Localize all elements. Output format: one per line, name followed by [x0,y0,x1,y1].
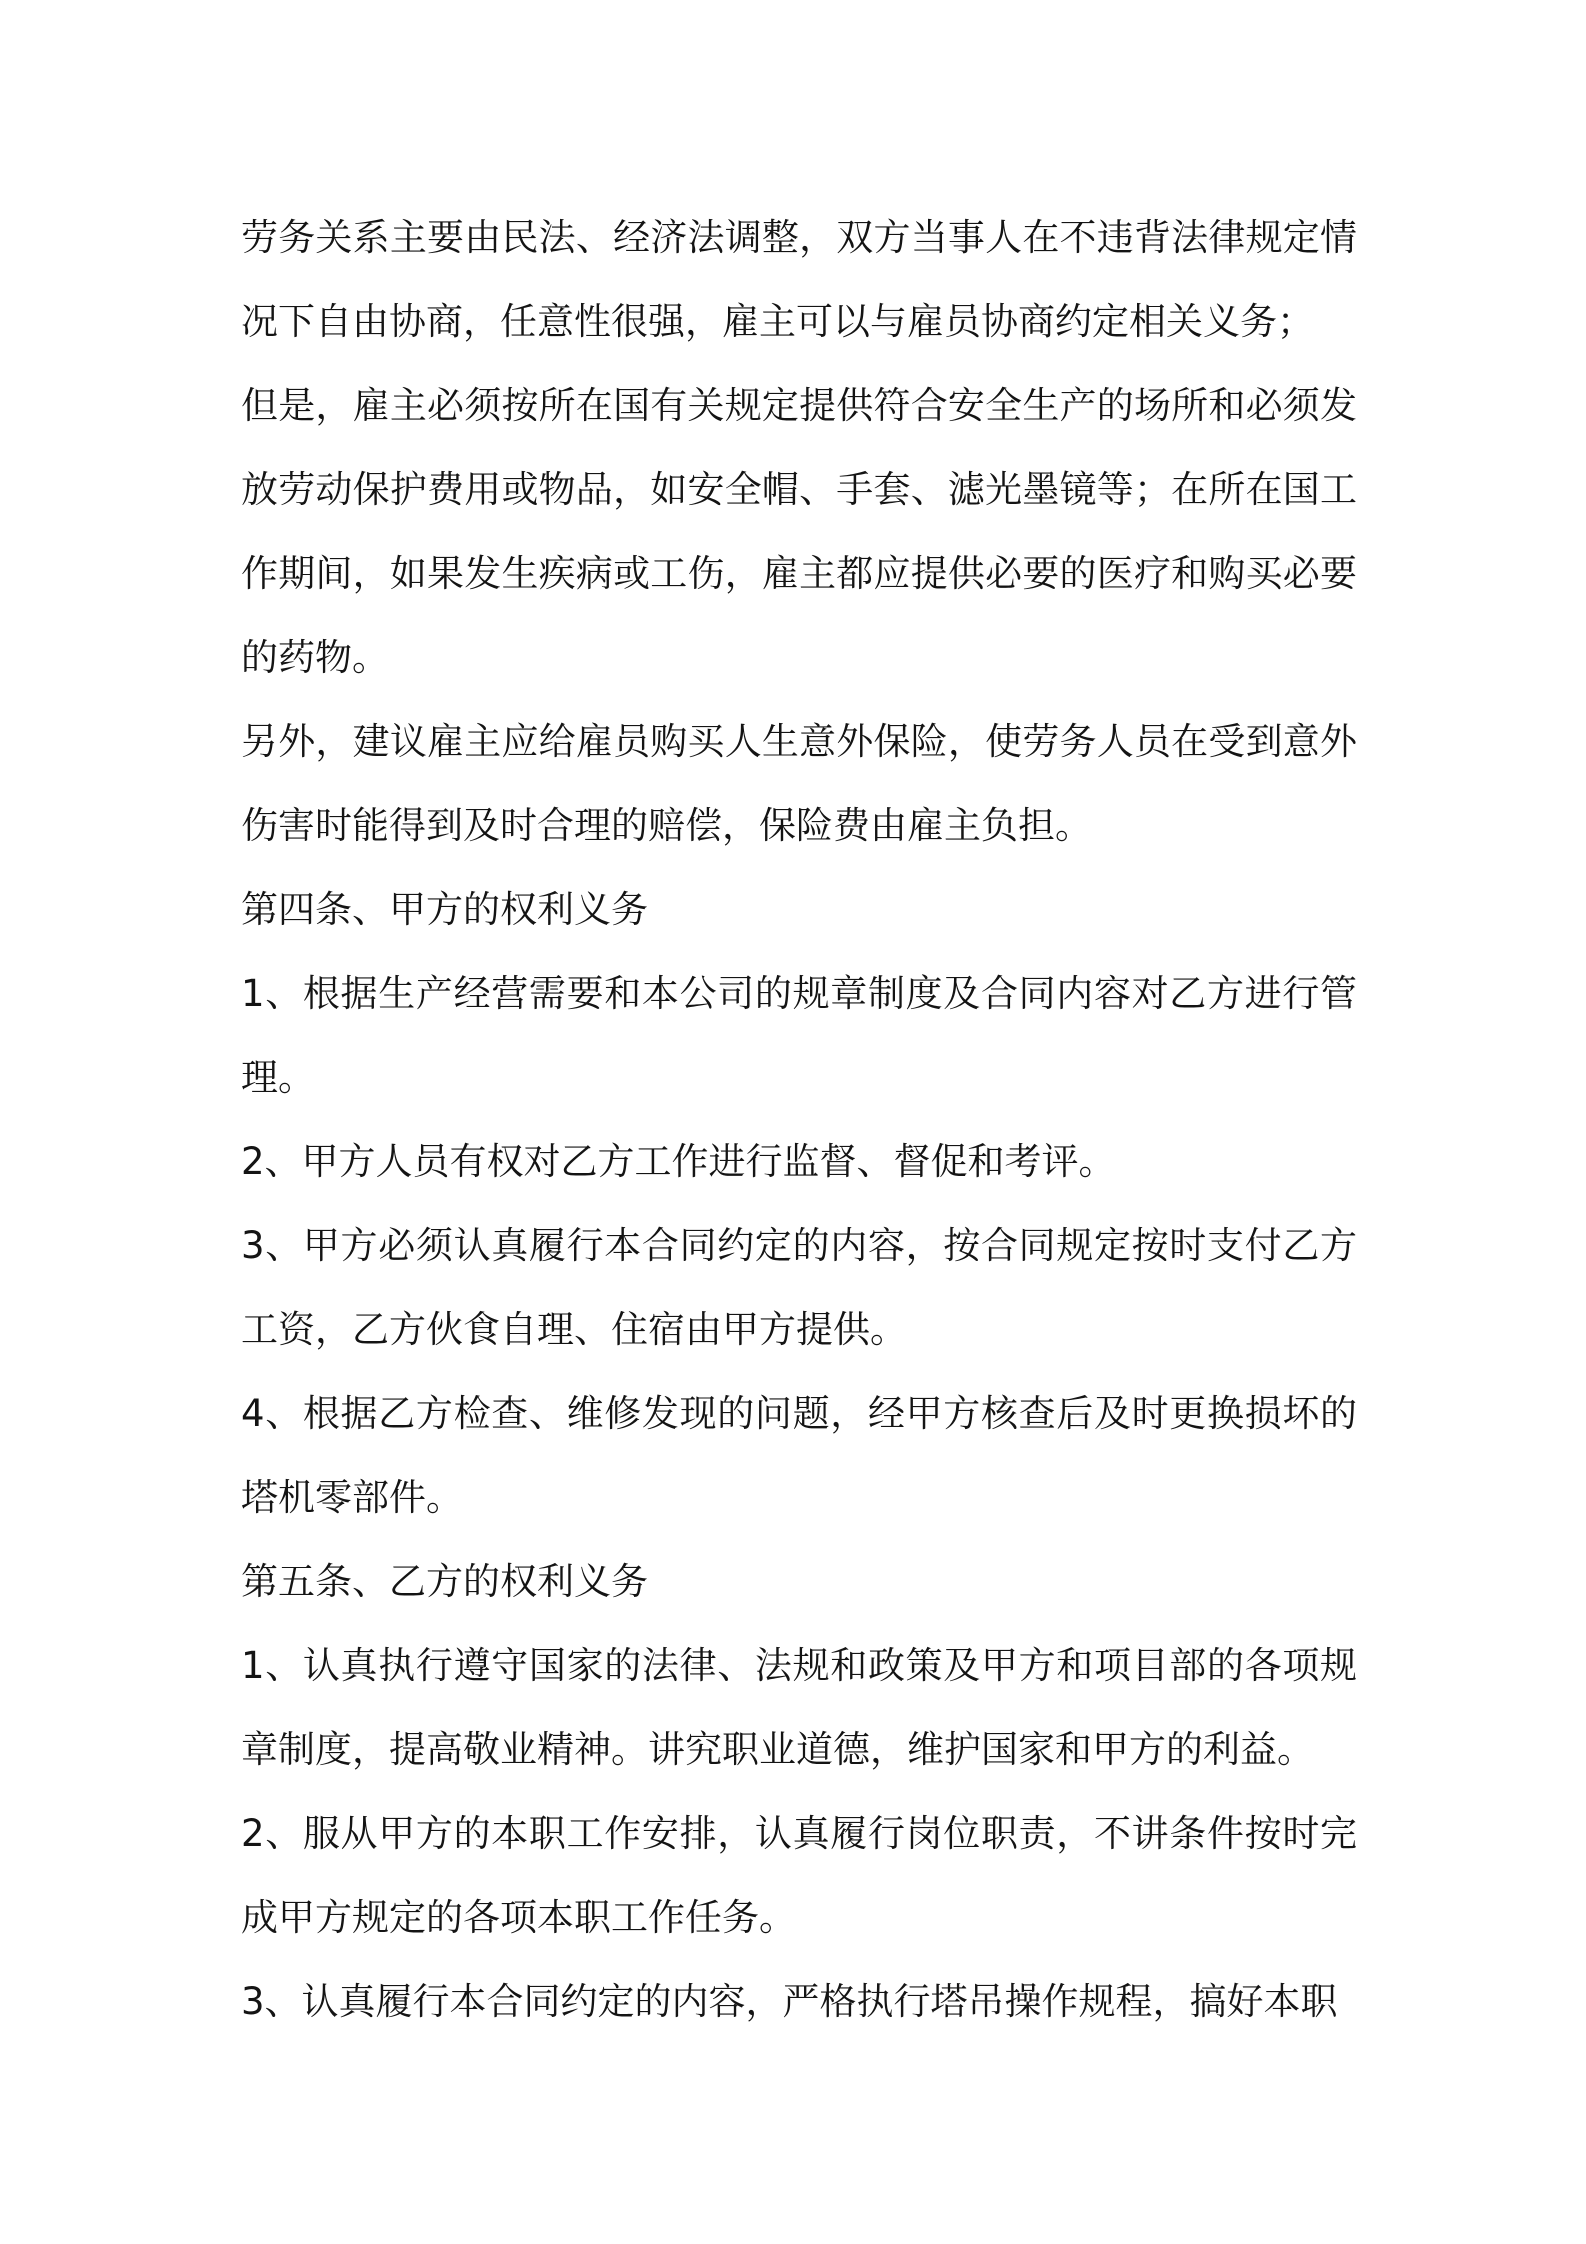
list-item-party-a-4: 4、根据乙方检查、维修发现的问题，经甲方核查后及时更换损坏的塔机零部件。 [241,1392,1357,1519]
list-item-party-a-1: 1、根据生产经营需要和本公司的规章制度及合同内容对乙方进行管理。 [241,972,1357,1099]
list-item-party-a-3: 3、甲方必须认真履行本合同约定的内容，按合同规定按时支付乙方工资，乙方伙食自理、住宿由甲方提供。 [241,1224,1357,1351]
document-body [241,196,1357,2044]
list-item-party-b-1: 1、认真执行遵守国家的法律、法规和政策及甲方和项目部的各项规章制度，提高敬业精神。讲究职业道德，维护国家和甲方的利益。 [241,1644,1357,1771]
heading-article-four: 第四条、甲方的权利义务 [241,888,648,931]
paragraph-labor-relations: 劳务关系主要由民法、经济法调整，双方当事人在不违背法律规定情况下自由协商，任意性很强，雇主可以与雇员协商约定相关义务； [241,216,1357,343]
paragraph-employer-obligations: 但是，雇主必须按所在国有关规定提供符合安全生产的场所和必须发放劳动保护费用或物品，如安全帽、手套、滤光墨镜等；在所在国工作期间，如果发生疾病或工伤，雇主都应提供必要的医疗和购买必要的药物。 [241,384,1357,679]
heading-article-five: 第五条、乙方的权利义务 [241,1560,648,1603]
list-item-party-b-3: 3、认真履行本合同约定的内容，严格执行塔吊操作规程，搞好本职 [241,1980,1338,2023]
list-item-party-a-2: 2、甲方人员有权对乙方工作进行监督、督促和考评。 [241,1140,1116,1183]
paragraph-insurance: 另外，建议雇主应给雇员购买人生意外保险，使劳务人员在受到意外伤害时能得到及时合理的赔偿，保险费由雇主负担。 [241,720,1357,847]
list-item-party-b-2: 2、服从甲方的本职工作安排，认真履行岗位职责，不讲条件按时完成甲方规定的各项本职工作任务。 [241,1812,1357,1939]
